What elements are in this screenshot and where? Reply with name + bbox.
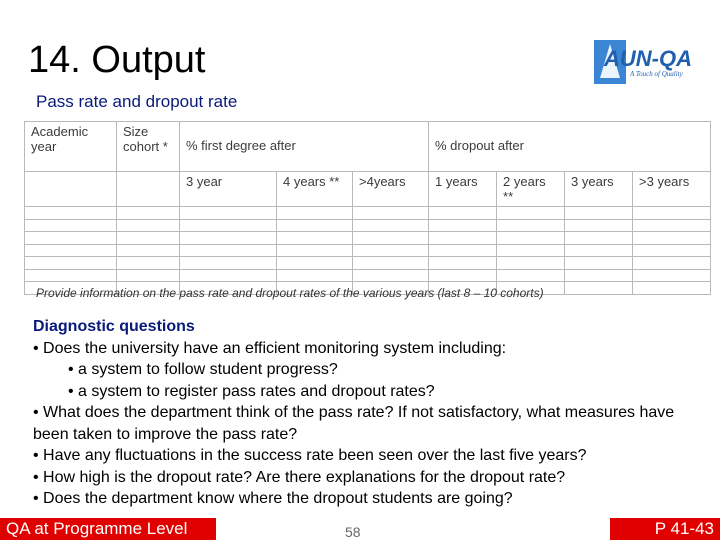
pass-dropout-table: [24, 121, 711, 295]
subheader-cell: 4 years **: [277, 172, 353, 207]
subheader-cell: 3 year: [180, 172, 277, 207]
header-cell: Size cohort *: [117, 122, 180, 172]
section-subtitle: Pass rate and dropout rate: [36, 92, 238, 111]
header-cell: % first degree after: [180, 122, 429, 172]
table-row: [25, 257, 711, 270]
table-footnote: Provide information on the pass rate and dropout rates of the various years (last 8 – 10 cohorts): [36, 286, 544, 300]
footer-right-text: P 41-43: [654, 519, 714, 538]
slide-title: 14. Output: [28, 39, 206, 81]
table-cell: [117, 172, 180, 207]
footer-program-label: [0, 518, 216, 540]
question-item: • Have any fluctuations in the success rate been seen over the last five years?: [33, 447, 587, 464]
question-subitem: • a system to follow student progress?: [68, 361, 338, 378]
table-subheader-row: [25, 172, 711, 207]
page-number: 58: [345, 524, 361, 540]
logo-wordmark: AUN-QA: [604, 46, 692, 71]
table-row: [25, 232, 711, 245]
header-cell: % dropout after: [429, 122, 711, 172]
diagnostic-questions: [33, 316, 693, 510]
subheader-cell: >3 years: [633, 172, 711, 207]
table-row: [25, 219, 711, 232]
question-item: • What does the department think of the pass rate? If not satisfactory, what measures have been taken to improve the pass rate?: [33, 404, 675, 443]
table-header-row: [25, 122, 711, 172]
question-subitem: • a system to register pass rates and dropout rates?: [68, 382, 435, 400]
table-row: [25, 244, 711, 257]
header-cell: Academic year: [25, 122, 117, 172]
footer-left-text: QA at Programme Level: [6, 519, 188, 538]
footer-page-ref: [610, 518, 720, 540]
diagnostic-heading: Diagnostic questions: [33, 318, 195, 335]
aun-qa-logo: [594, 40, 700, 84]
table-row: [25, 269, 711, 282]
question-item: • Does the department know where the dropout students are going?: [33, 490, 513, 507]
subheader-cell: 2 years **: [497, 172, 565, 207]
table-cell: [25, 172, 117, 207]
subheader-cell: 1 years: [429, 172, 497, 207]
question-item: • Does the university have an efficient monitoring system including:: [33, 339, 507, 357]
logo-tagline: A Touch of Quality: [630, 70, 683, 78]
subheader-cell: >4years: [353, 172, 429, 207]
question-item: • How high is the dropout rate? Are there explanations for the dropout rate?: [33, 468, 566, 486]
subheader-cell: 3 years: [565, 172, 633, 207]
table-row: [25, 207, 711, 220]
